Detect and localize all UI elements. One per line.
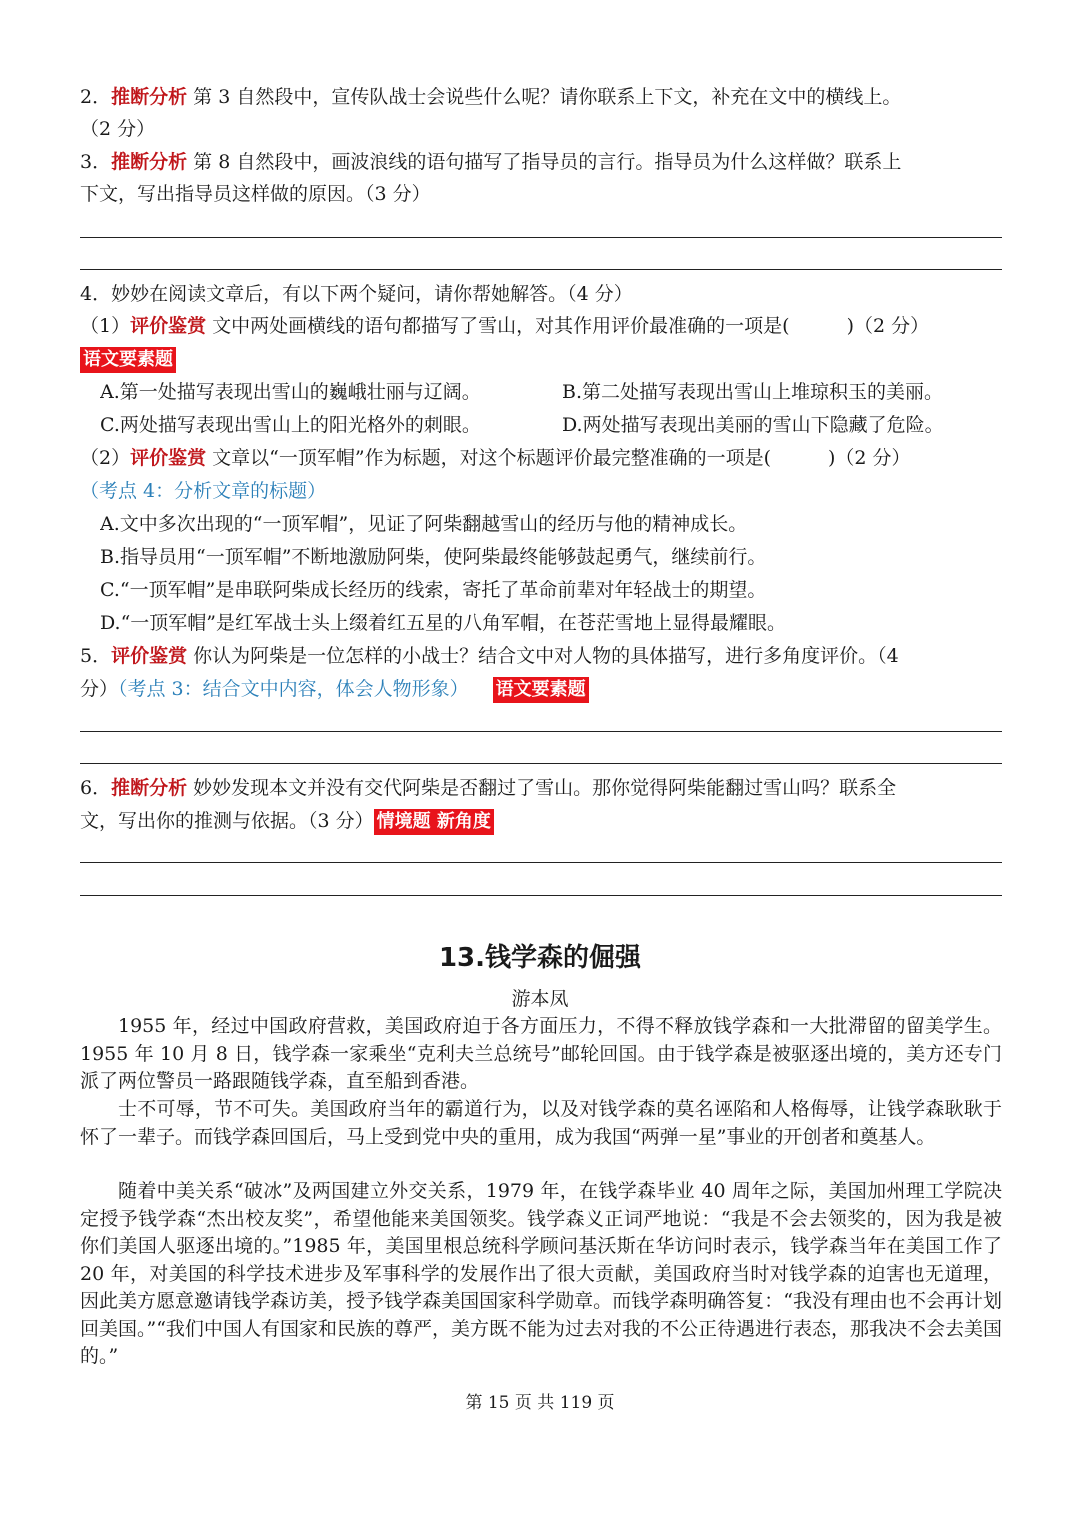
yuwen-yaosu-badge: 语文要素题	[80, 347, 176, 373]
question-4	[80, 278, 1005, 310]
sub-question-number: （1）	[80, 315, 131, 337]
question-number: 3．	[80, 151, 112, 173]
qingjing-badge: 情境题 新角度	[374, 809, 494, 835]
answer-line	[80, 763, 1002, 764]
option-d: D.“一顶军帽”是红军战士头上缀着红五星的八角军帽，在苍茫雪地上显得最耀眼。	[100, 612, 787, 634]
footer-suffix: 页	[592, 1393, 615, 1413]
article-paragraph-2: 士不可辱，节不可失。美国政府当年的霸道行为，以及对钱学森的莫名诬陷和人格侮辱，让钱学森耿耿于怀了一辈子。而钱学森回国后，马上受到党中央的重用，成为我国“两弹一星”事业的开创者和奠基人。	[80, 1098, 1002, 1148]
question-number: 2．	[80, 86, 112, 108]
question-text-cont: （2 分）	[80, 118, 156, 140]
question-type-tag: 评价鉴赏	[111, 645, 188, 667]
question-4-1-badge-row	[80, 343, 1005, 375]
answer-line	[80, 862, 1002, 863]
answer-line	[80, 895, 1002, 896]
option-a: A.文中多次出现的“一顶军帽”，见证了阿柴翻越雪山的经历与他的精神成长。	[100, 513, 748, 535]
question-5	[80, 640, 1005, 672]
question-text-cont: 文，写出你的推测与依据。（3 分）	[80, 810, 374, 832]
answer-line	[80, 237, 1002, 238]
question-text: 4．妙妙在阅读文章后，有以下两个疑问，请你帮她解答。（4 分）	[80, 283, 633, 305]
question-4-2-kaodian	[80, 475, 1005, 507]
question-3-cont	[80, 178, 1005, 210]
question-text: 你认为阿柴是一位怎样的小战士？结合文中对人物的具体描写，进行多角度评价。（4	[187, 645, 899, 667]
option-b: B.第二处描写表现出雪山上堆琼积玉的美丽。	[562, 381, 944, 403]
footer-middle: 页 共	[509, 1393, 560, 1413]
question-type-tag: 推断分析	[111, 86, 188, 108]
page-total: 119	[559, 1393, 593, 1413]
page-footer	[0, 1390, 1080, 1416]
article-paragraph-1: 1955 年，经过中国政府营救，美国政府迫于各方面压力，不得不释放钱学森和一大批滞留的留美学生。1955 年 10 月 8 日，钱学森一家乘坐“克利夫兰总统号”邮轮回国。由于钱学森是被驱逐出境的，美方还专门派了两位警员一路跟随钱学森，直至船到香港。	[80, 1015, 1002, 1092]
answer-line	[80, 269, 1002, 270]
question-type-tag: 推断分析	[111, 777, 188, 799]
footer-prefix: 第	[465, 1393, 488, 1413]
option-c: C.“一顶军帽”是串联阿柴成长经历的线索，寄托了革命前辈对年轻战士的期望。	[100, 579, 767, 601]
kaodian-note: （考点 3：结合文中内容，体会人物形象）	[118, 678, 469, 700]
question-type-tag: 推断分析	[111, 151, 188, 173]
page-number: 15	[487, 1393, 510, 1413]
question-text: 文章以“一顶军帽”作为标题，对这个标题评价最完整准确的一项是( )（2 分）	[206, 447, 911, 469]
article-title: 13.钱学森的倔强	[438, 943, 642, 973]
option-a: A.第一处描写表现出雪山的巍峨壮丽与辽阔。	[100, 381, 481, 403]
question-text: 第 8 自然段中，画波浪线的语句描写了指导员的言行。指导员为什么这样做？联系上	[187, 151, 902, 173]
question-text: 第 3 自然段中，宣传队战士会说些什么呢？请你联系上下文，补充在文中的横线上。	[187, 86, 902, 108]
option-row	[100, 409, 1005, 441]
question-2	[80, 81, 1005, 113]
option-d: D.两处描写表现出美丽的雪山下隐藏了危险。	[562, 414, 944, 436]
question-type-tag: 评价鉴赏	[130, 315, 207, 337]
question-6	[80, 772, 1005, 804]
question-6-cont	[80, 805, 1005, 837]
question-number: 5．	[80, 645, 112, 667]
option-row	[100, 376, 1005, 408]
question-2-cont	[80, 113, 1005, 145]
question-4-1	[80, 310, 1005, 342]
question-text: 妙妙发现本文并没有交代阿柴是否翻过了雪山。那你觉得阿柴能翻过雪山吗？联系全	[187, 777, 897, 799]
yuwen-yaosu-badge: 语文要素题	[493, 677, 589, 703]
sub-question-number: （2）	[80, 447, 131, 469]
question-text: 文中两处画横线的语句都描写了雪山，对其作用评价最准确的一项是( )（2 分）	[206, 315, 930, 337]
article-paragraph-3: 随着中美关系“破冰”及两国建立外交关系，1979 年，在钱学森毕业 40 周年之际，美国加州理工学院决定授予钱学森“杰出校友奖”，希望他能来美国领奖。钱学森义正词严地说：“我是不会去领奖的，因为我是被你们美国人驱逐出境的。”1985 年，美国里根总统科学顾问基沃斯在华访问时表示，钱学森当年在美国工作了 20 年，对美国的科学技术进步及军事科学的发展作出了很大贡献，美国政府当时对钱学森的迫害也无道理，因此美方愿意邀请钱学森访美，授予钱学森美国国家科学勋章。而钱学森明确答复：“我没有理由也不会再计划回美国。”“我们中国人有国家和民族的尊严，美方既不能为过去对我的不公正待遇进行表态，那我决不会去美国的。”	[80, 1180, 1002, 1367]
question-number: 6．	[80, 777, 112, 799]
question-5-cont	[80, 673, 1005, 705]
question-3	[80, 146, 1005, 178]
question-4-2	[80, 442, 1005, 474]
question-text-cont: 下文，写出指导员这样做的原因。（3 分）	[80, 183, 431, 205]
kaodian-note: （考点 4：分析文章的标题）	[80, 480, 327, 502]
question-type-tag: 评价鉴赏	[130, 447, 207, 469]
article-author: 游本凤	[511, 988, 569, 1010]
question-text-cont: 分）	[80, 678, 119, 700]
answer-line	[80, 731, 1002, 732]
option-b: B.指导员用“一顶军帽”不断地激励阿柴，使阿柴最终能够鼓起勇气，继续前行。	[100, 546, 767, 568]
option-c: C.两处描写表现出雪山上的阳光格外的刺眼。	[100, 414, 481, 436]
